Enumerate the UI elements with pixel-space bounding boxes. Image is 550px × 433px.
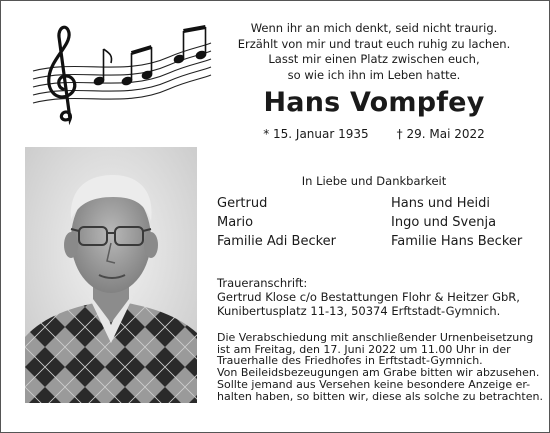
funeral-notice <box>217 332 543 402</box>
thanks-line: In Liebe und Dankbarkeit <box>301 174 447 188</box>
mourner-name: Hans und Heidi <box>391 196 490 211</box>
notice-line: ist am Freitag, den 17. Juni 2022 um 11.00 Uhr in der <box>217 342 511 356</box>
poem <box>219 21 529 83</box>
address-line: Gertrud Klose c/o Bestattungen Flohr & Heitzer GbR, <box>217 290 520 304</box>
mourner-name: Familie Hans Becker <box>391 234 523 249</box>
music-note-icon <box>93 27 207 86</box>
address-line: Kunibertusplatz 11-13, 50374 Erftstadt-Gymnich. <box>217 304 501 318</box>
poem-line: Lasst mir einen Platz zwischen euch, <box>268 52 480 66</box>
notice-line: Die Verabschiedung mit anschließender Urnenbeisetzung <box>217 331 534 344</box>
notice-line: Sollte jemand aus Versehen keine besondere Anzeige er- <box>217 377 531 391</box>
mourners-right <box>391 194 522 251</box>
music-notes-illustration <box>29 19 214 129</box>
deceased-name: Hans Vompfey <box>263 87 485 118</box>
mourner-name: Mario <box>217 215 254 230</box>
treble-clef-icon <box>49 27 75 120</box>
notice-line: Von Beileidsbezeugungen am Grabe bitten wir abzusehen. <box>217 366 540 380</box>
poem-line: Erzählt von mir und traut euch ruhig zu lachen. <box>237 36 511 51</box>
poem-line: Wenn ihr an mich denkt, seid nicht traurig. <box>250 21 498 35</box>
notice-line: Trauerhalle des Friedhofes in Erftstadt-Gymnich. <box>217 354 483 368</box>
notice-line: halten haben, so bitten wir, diese als solche zu betrachten. <box>217 389 543 403</box>
address-line: Traueranschrift: <box>217 276 308 290</box>
death-date: † 29. Mai 2022 <box>396 127 485 141</box>
mourner-name: Ingo und Svenja <box>391 215 497 230</box>
mourners-left <box>217 194 336 251</box>
poem-line: so wie ich ihn im Leben hatte. <box>287 67 461 82</box>
birth-date: * 15. Januar 1935 <box>263 127 369 141</box>
mourning-address <box>217 276 520 318</box>
life-dates <box>219 127 529 141</box>
mourner-name: Familie Adi Becker <box>217 234 337 249</box>
mourner-name: Gertrud <box>217 196 268 211</box>
portrait-photo <box>25 147 197 403</box>
